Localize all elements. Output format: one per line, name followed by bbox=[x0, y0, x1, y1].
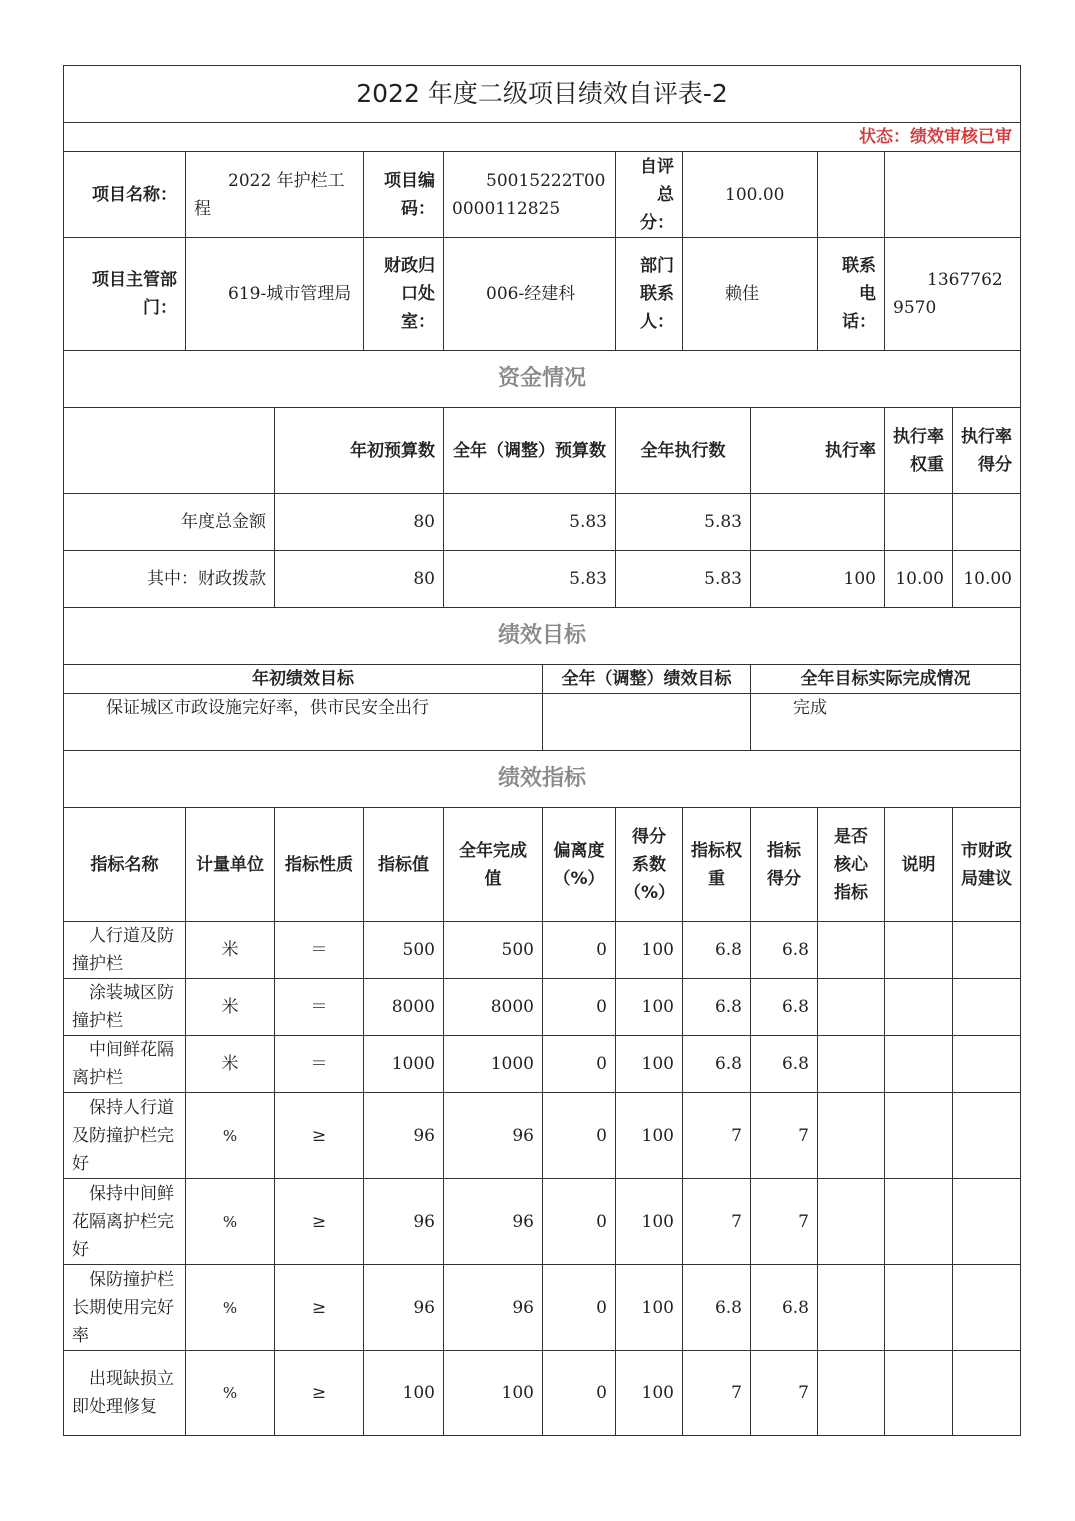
indicator-coef: 100 bbox=[616, 1179, 683, 1265]
goals-header: 全年（调整）绩效目标 bbox=[543, 665, 751, 694]
indicator-nature: ≥ bbox=[275, 1351, 364, 1436]
indicator-advice bbox=[953, 1179, 1021, 1265]
indicator-header: 指标权重 bbox=[683, 808, 751, 922]
indicator-deviation: 0 bbox=[543, 922, 616, 979]
funds-cell bbox=[751, 494, 885, 551]
funds-cell: 5.83 bbox=[444, 551, 616, 608]
funds-section-title: 资金情况 bbox=[64, 351, 1021, 408]
indicator-core bbox=[818, 1179, 885, 1265]
indicator-actual: 96 bbox=[444, 1179, 543, 1265]
indicator-name: 保防撞护栏长期使用完好率 bbox=[64, 1265, 186, 1351]
indicator-target: 96 bbox=[364, 1179, 444, 1265]
indicator-header: 说明 bbox=[885, 808, 953, 922]
indicator-nature: ＝ bbox=[275, 979, 364, 1036]
indicator-core bbox=[818, 1036, 885, 1093]
indicator-header: 计量单位 bbox=[186, 808, 275, 922]
table-row bbox=[64, 1093, 1021, 1179]
table-row bbox=[64, 551, 1021, 608]
initial-goal: 保证城区市政设施完好率，供市民安全出行 bbox=[64, 694, 543, 751]
table-row bbox=[64, 1179, 1021, 1265]
indicator-header: 是否核心指标 bbox=[818, 808, 885, 922]
indicator-advice bbox=[953, 922, 1021, 979]
indicator-header: 得分系数（%） bbox=[616, 808, 683, 922]
indicator-weight: 6.8 bbox=[683, 922, 751, 979]
indicator-core bbox=[818, 979, 885, 1036]
self-score-label: 自评总分： bbox=[616, 152, 683, 238]
indicator-deviation: 0 bbox=[543, 1036, 616, 1093]
indicator-weight: 6.8 bbox=[683, 1036, 751, 1093]
funds-row-label: 年度总金额 bbox=[64, 494, 275, 551]
indicator-actual: 100 bbox=[444, 1351, 543, 1436]
indicator-advice bbox=[953, 1351, 1021, 1436]
indicator-actual: 1000 bbox=[444, 1036, 543, 1093]
goals-header: 全年目标实际完成情况 bbox=[751, 665, 1021, 694]
indicator-name: 保持人行道及防撞护栏完好 bbox=[64, 1093, 186, 1179]
indicator-actual: 8000 bbox=[444, 979, 543, 1036]
status-badge: 状态：绩效审核已审 bbox=[64, 123, 1021, 152]
table-row bbox=[64, 1265, 1021, 1351]
indicator-header: 指标性质 bbox=[275, 808, 364, 922]
indicator-nature: ＝ bbox=[275, 1036, 364, 1093]
indicator-score: 7 bbox=[751, 1351, 818, 1436]
funds-header: 执行率权重 bbox=[885, 408, 953, 494]
indicator-header: 市财政局建议 bbox=[953, 808, 1021, 922]
indicator-unit: % bbox=[186, 1265, 275, 1351]
table-row bbox=[64, 494, 1021, 551]
indicators-section-title: 绩效指标 bbox=[64, 751, 1021, 808]
indicator-deviation: 0 bbox=[543, 1265, 616, 1351]
table-row bbox=[64, 922, 1021, 979]
indicator-coef: 100 bbox=[616, 922, 683, 979]
indicator-note bbox=[885, 1351, 953, 1436]
indicator-note bbox=[885, 1265, 953, 1351]
funds-row-label: 其中：财政拨款 bbox=[64, 551, 275, 608]
indicator-weight: 7 bbox=[683, 1351, 751, 1436]
indicator-weight: 7 bbox=[683, 1093, 751, 1179]
funds-corner-cell bbox=[64, 408, 275, 494]
funds-header: 执行率 bbox=[751, 408, 885, 494]
contact-label: 部门联系人： bbox=[616, 238, 683, 351]
project-code-value: 50015222T000000112825 bbox=[444, 152, 616, 238]
indicator-score: 6.8 bbox=[751, 922, 818, 979]
indicator-target: 1000 bbox=[364, 1036, 444, 1093]
indicator-header: 指标值 bbox=[364, 808, 444, 922]
funds-cell: 80 bbox=[275, 551, 444, 608]
indicator-note bbox=[885, 979, 953, 1036]
indicator-deviation: 0 bbox=[543, 1093, 616, 1179]
indicator-name: 人行道及防撞护栏 bbox=[64, 922, 186, 979]
self-score-value: 100.00 bbox=[683, 152, 818, 238]
project-name-label: 项目名称： bbox=[64, 152, 186, 238]
indicator-nature: ＝ bbox=[275, 922, 364, 979]
phone-value: 13677629570 bbox=[885, 238, 1021, 351]
indicator-target: 8000 bbox=[364, 979, 444, 1036]
indicator-target: 100 bbox=[364, 1351, 444, 1436]
indicator-nature: ≥ bbox=[275, 1179, 364, 1265]
indicator-name: 中间鲜花隔离护栏 bbox=[64, 1036, 186, 1093]
indicator-unit: 米 bbox=[186, 922, 275, 979]
indicator-unit: % bbox=[186, 1179, 275, 1265]
indicator-unit: 米 bbox=[186, 979, 275, 1036]
indicator-header: 全年完成值 bbox=[444, 808, 543, 922]
indicator-advice bbox=[953, 979, 1021, 1036]
indicator-unit: % bbox=[186, 1351, 275, 1436]
indicator-target: 500 bbox=[364, 922, 444, 979]
funds-cell bbox=[953, 494, 1021, 551]
funds-cell: 5.83 bbox=[616, 551, 751, 608]
funds-cell: 100 bbox=[751, 551, 885, 608]
contact-value: 赖佳 bbox=[683, 238, 818, 351]
indicator-target: 96 bbox=[364, 1265, 444, 1351]
indicator-coef: 100 bbox=[616, 979, 683, 1036]
funds-cell: 5.83 bbox=[616, 494, 751, 551]
table-row bbox=[64, 1036, 1021, 1093]
funds-header: 全年（调整）预算数 bbox=[444, 408, 616, 494]
indicator-advice bbox=[953, 1265, 1021, 1351]
indicator-actual: 500 bbox=[444, 922, 543, 979]
indicator-unit: % bbox=[186, 1093, 275, 1179]
table-row bbox=[64, 1351, 1021, 1436]
indicator-core bbox=[818, 1351, 885, 1436]
indicator-name: 出现缺损立即处理修复 bbox=[64, 1351, 186, 1436]
finance-office-label: 财政归口处室： bbox=[364, 238, 444, 351]
funds-cell: 10.00 bbox=[885, 551, 953, 608]
funds-header: 执行率得分 bbox=[953, 408, 1021, 494]
indicator-name: 涂装城区防撞护栏 bbox=[64, 979, 186, 1036]
project-name-value: 2022 年护栏工程 bbox=[186, 152, 364, 238]
phone-label: 联系电话： bbox=[818, 238, 885, 351]
indicator-coef: 100 bbox=[616, 1036, 683, 1093]
indicator-core bbox=[818, 1093, 885, 1179]
goals-section-title: 绩效目标 bbox=[64, 608, 1021, 665]
indicator-note bbox=[885, 1036, 953, 1093]
indicator-weight: 6.8 bbox=[683, 979, 751, 1036]
empty-cell bbox=[885, 152, 1021, 238]
indicator-note bbox=[885, 922, 953, 979]
indicator-score: 6.8 bbox=[751, 1036, 818, 1093]
indicator-note bbox=[885, 1093, 953, 1179]
indicator-deviation: 0 bbox=[543, 1179, 616, 1265]
project-code-label: 项目编码： bbox=[364, 152, 444, 238]
indicator-header: 指标名称 bbox=[64, 808, 186, 922]
indicator-header: 偏离度（%） bbox=[543, 808, 616, 922]
actual-completion: 完成 bbox=[751, 694, 1021, 751]
indicator-core bbox=[818, 1265, 885, 1351]
indicator-advice bbox=[953, 1093, 1021, 1179]
funds-cell: 5.83 bbox=[444, 494, 616, 551]
empty-cell bbox=[818, 152, 885, 238]
indicator-coef: 100 bbox=[616, 1351, 683, 1436]
indicator-nature: ≥ bbox=[275, 1093, 364, 1179]
indicator-score: 6.8 bbox=[751, 1265, 818, 1351]
indicator-note bbox=[885, 1179, 953, 1265]
indicator-coef: 100 bbox=[616, 1093, 683, 1179]
indicator-name: 保持中间鲜花隔离护栏完好 bbox=[64, 1179, 186, 1265]
indicator-coef: 100 bbox=[616, 1265, 683, 1351]
indicator-score: 7 bbox=[751, 1179, 818, 1265]
adjusted-goal bbox=[543, 694, 751, 751]
indicator-deviation: 0 bbox=[543, 979, 616, 1036]
indicator-unit: 米 bbox=[186, 1036, 275, 1093]
indicator-score: 7 bbox=[751, 1093, 818, 1179]
indicator-weight: 7 bbox=[683, 1179, 751, 1265]
indicator-core bbox=[818, 922, 885, 979]
indicator-advice bbox=[953, 1036, 1021, 1093]
indicator-deviation: 0 bbox=[543, 1351, 616, 1436]
funds-header: 年初预算数 bbox=[275, 408, 444, 494]
dept-label: 项目主管部门： bbox=[64, 238, 186, 351]
funds-cell bbox=[885, 494, 953, 551]
indicator-target: 96 bbox=[364, 1093, 444, 1179]
indicator-actual: 96 bbox=[444, 1093, 543, 1179]
finance-office-value: 006-经建科 bbox=[444, 238, 616, 351]
indicator-header: 指标得分 bbox=[751, 808, 818, 922]
indicator-actual: 96 bbox=[444, 1265, 543, 1351]
indicator-weight: 6.8 bbox=[683, 1265, 751, 1351]
page-title: 2022 年度二级项目绩效自评表-2 bbox=[64, 66, 1021, 123]
performance-evaluation-form bbox=[63, 65, 1021, 1436]
goals-header: 年初绩效目标 bbox=[64, 665, 543, 694]
indicator-nature: ≥ bbox=[275, 1265, 364, 1351]
funds-cell: 80 bbox=[275, 494, 444, 551]
table-row bbox=[64, 979, 1021, 1036]
funds-header: 全年执行数 bbox=[616, 408, 751, 494]
funds-cell: 10.00 bbox=[953, 551, 1021, 608]
indicator-score: 6.8 bbox=[751, 979, 818, 1036]
dept-value: 619-城市管理局 bbox=[186, 238, 364, 351]
